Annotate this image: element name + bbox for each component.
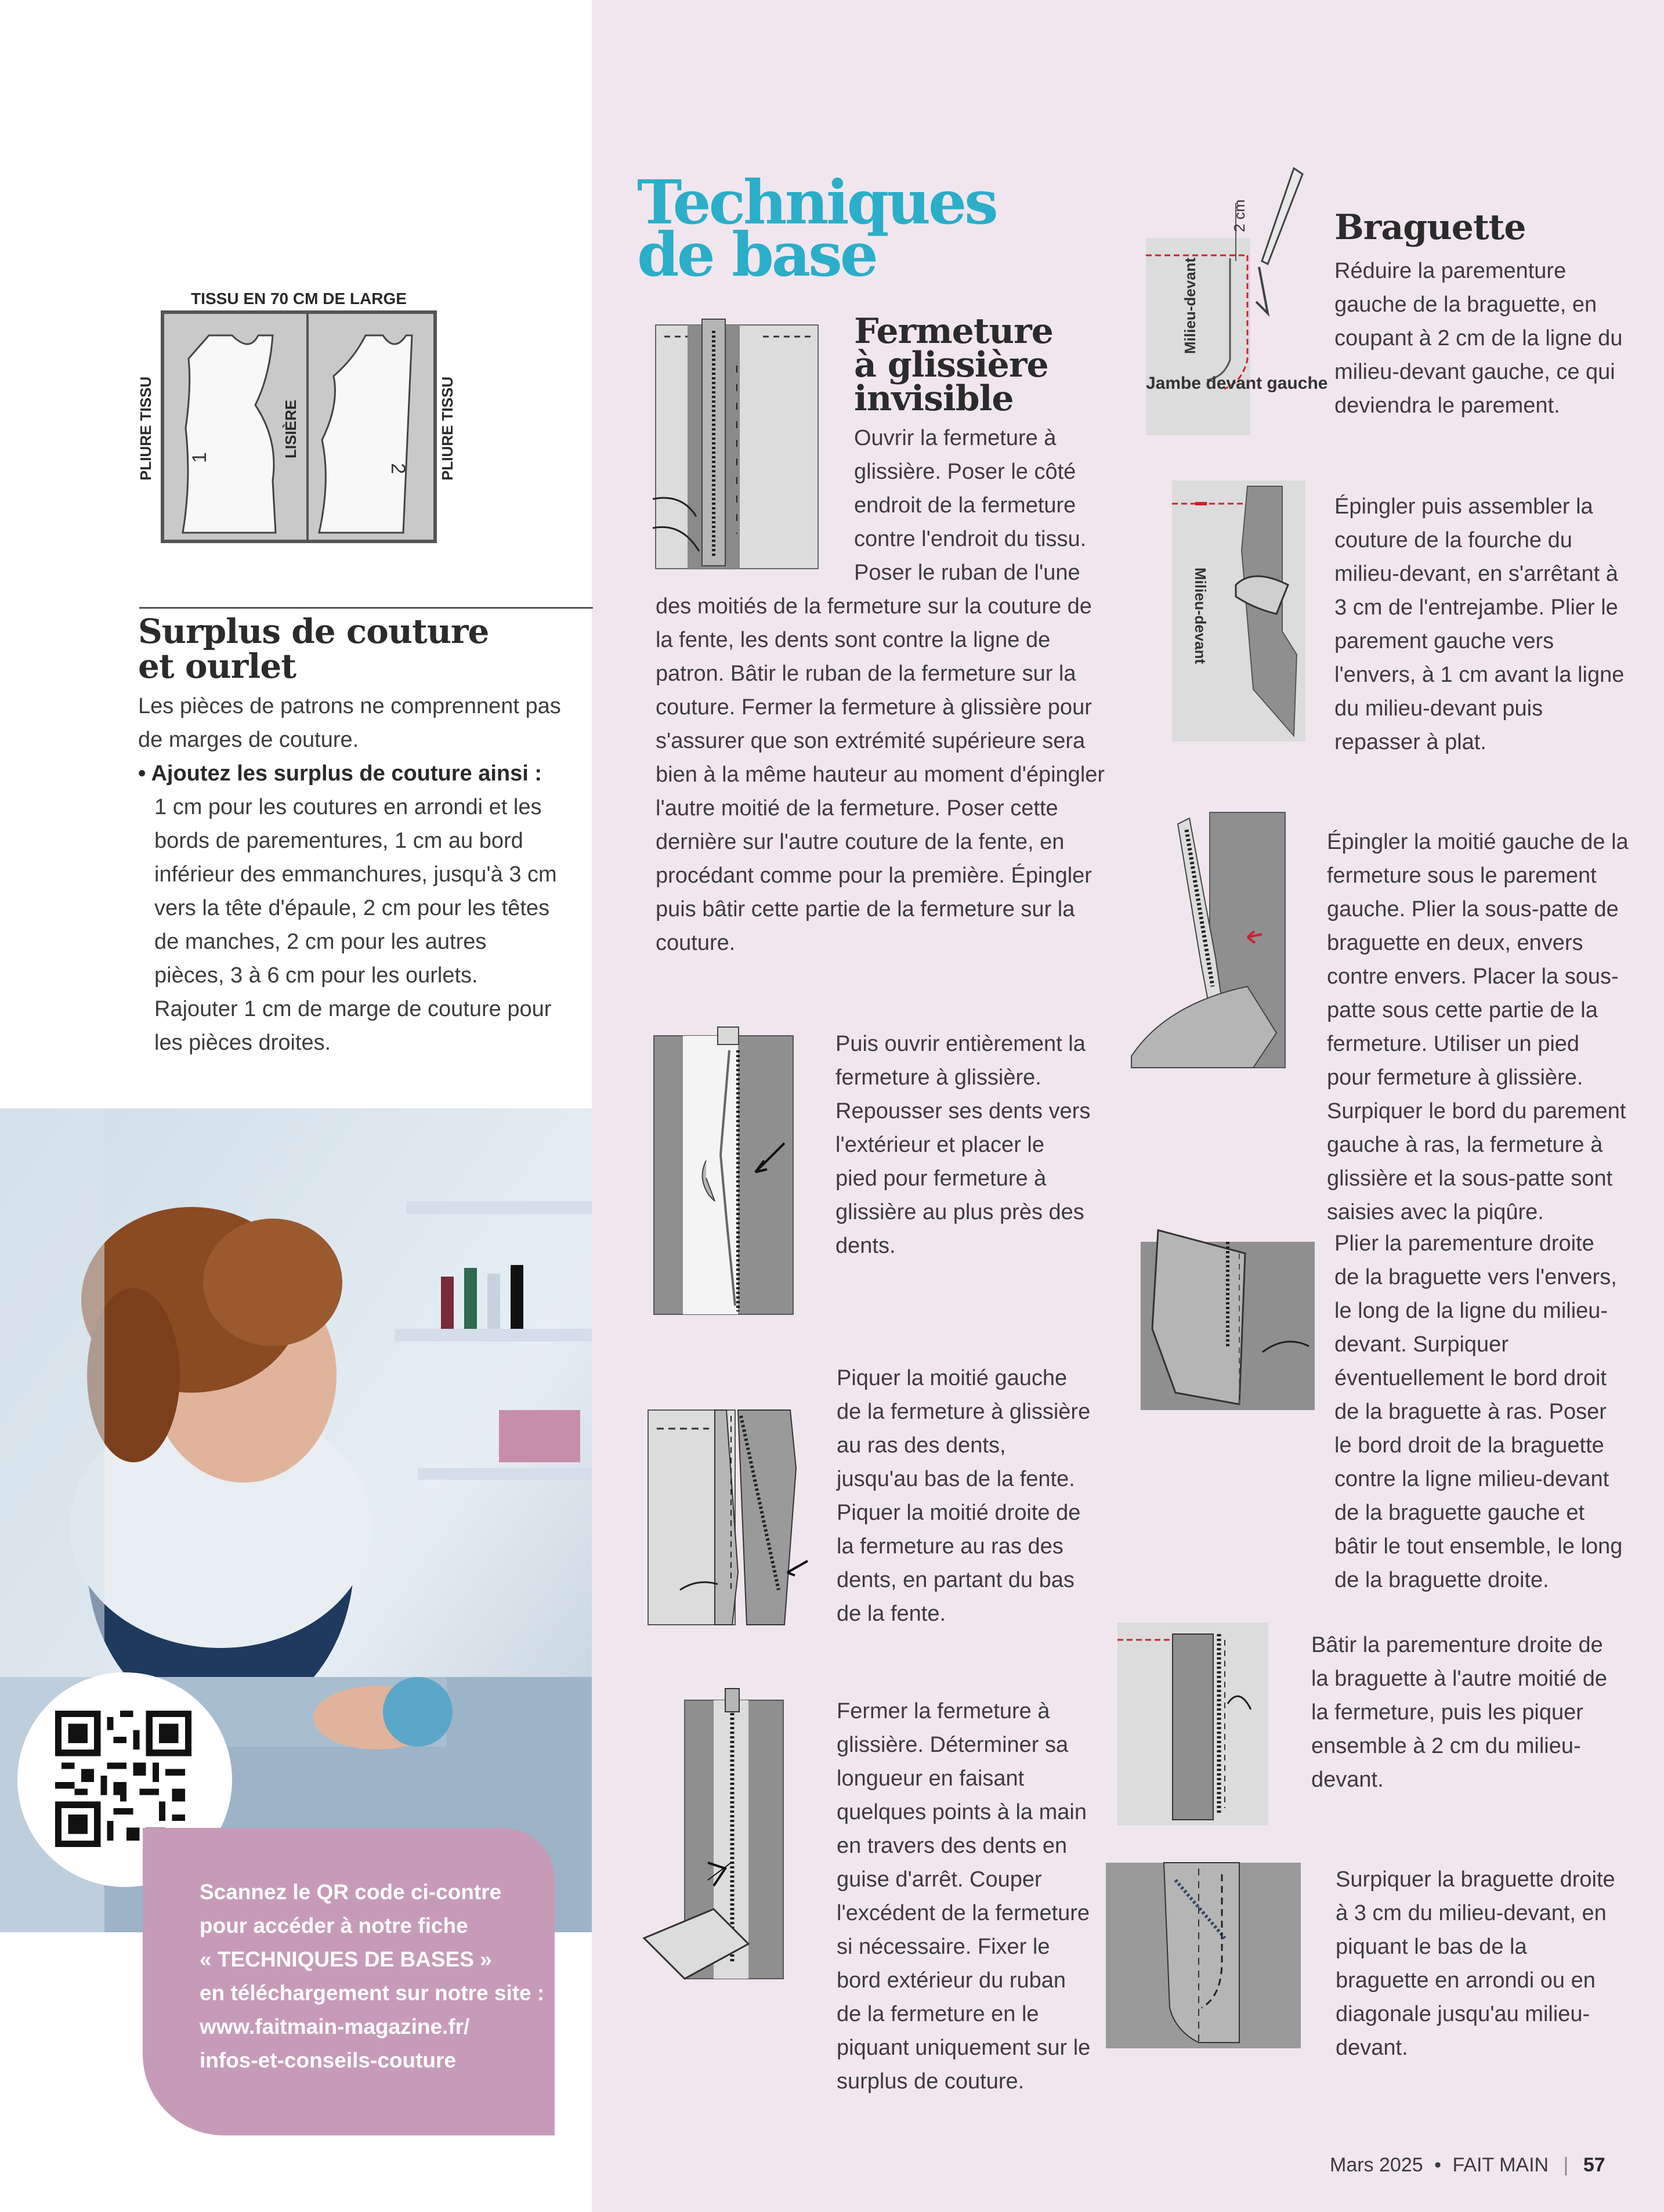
seam-heading-line1: Surplus de couture xyxy=(138,612,489,651)
fly-fig2-label: Milieu-devant xyxy=(1192,568,1209,664)
info-line-3: « TECHNIQUES DE BASES » xyxy=(200,1947,492,1971)
zipper-step-1-text: Ouvrir la fermeture à glissière. Poser le côté endroit de la fermeture contre l'endroit du tissu. Poser le ruban de l'une des moitiés de la fermeture sur la couture de la fente, les dents sont contre la ligne de patron. Bâtir le ruban de la fermeture sur la couture. Fermer la fermeture à glissière pour s'assurer que son extrémité supérieure sera bien à la même hauteur au moment d'épingler l'autre moitié de la fermeture. Poser cette dernière sur l'autre couture de la fente, en procédant comme pour la première. Épingler puis bâtir cette partie de la fermeture sur la couture. xyxy=(656,426,1105,955)
fly-figure-1 xyxy=(1143,162,1328,435)
zipper-heading-line2: à glissière xyxy=(854,345,1048,385)
pattern-left-label: PLIURE TISSU xyxy=(137,376,154,480)
seam-allowance-heading xyxy=(138,614,544,684)
fly-jambe-label-text: Jambe devant gauche xyxy=(1146,374,1328,393)
pattern-piece-2: 2 xyxy=(387,463,409,474)
fly-measure-label: 2 cm xyxy=(1231,199,1248,232)
seam-intro: Les pièces de patrons ne comprennent pas de marges de couture. xyxy=(138,694,561,752)
fly-figure-4 xyxy=(1141,1230,1321,1410)
pattern-piece-1: 1 xyxy=(189,452,211,463)
seam-heading-line2: et ourlet xyxy=(138,646,296,686)
info-box-text xyxy=(200,1875,554,2077)
zipper-figure-2 xyxy=(651,1027,796,1317)
fly-step-6: Surpiquer la braguette droite à 3 cm du milieu-devant, en piquant le bas de la braguette en arrondi ou en diagonale jusqu'au milieu-devant. xyxy=(1336,1867,1615,2060)
zipper-fig1-wrap-spacer xyxy=(656,421,854,590)
fly-figure-3 xyxy=(1131,812,1317,1068)
fly-figure-6 xyxy=(1106,1857,1301,2048)
fly-step-5: Bâtir la parementure droite de la braguette à l'autre moitié de la fermeture, puis les piquer ensemble à 2 cm du milieu-devant. xyxy=(1311,1633,1608,1792)
fly-jambe-label xyxy=(1146,374,1327,393)
pattern-center-label: LISIÈRE xyxy=(282,399,299,458)
zipper-heading-line1: Fermeture xyxy=(854,311,1053,352)
zipper-heading xyxy=(854,311,1098,419)
info-link-line-2[interactable]: infos-et-conseils-couture xyxy=(200,2048,456,2072)
info-link-line-1[interactable]: www.faitmain-magazine.fr/ xyxy=(200,2015,470,2038)
fly-heading: Braguette xyxy=(1334,207,1526,248)
pattern-top-label: TISSU EN 70 CM DE LARGE xyxy=(191,290,407,308)
seam-bullet-label: • Ajoutez les surplus de couture ainsi : xyxy=(138,761,542,786)
info-line-2: pour accéder à notre fiche xyxy=(200,1914,468,1938)
fly-milieu-label: Milieu-devant xyxy=(1181,257,1199,354)
footer-separator: | xyxy=(1563,2154,1569,2176)
footer-page-number: 57 xyxy=(1583,2154,1605,2176)
fly-step-1: Réduire la parementure gauche de la braguette, en coupant à 2 cm de la ligne du milieu-devant gauche, ce qui deviendra le parement. xyxy=(1334,259,1623,418)
fly-step-3 xyxy=(1327,825,1629,1229)
pattern-layout-diagram xyxy=(139,289,464,550)
info-line-1: Scannez le QR code ci-contre xyxy=(200,1880,502,1904)
zipper-step-4-text: Fermer la fermeture à glissière. Déterminer sa longueur en faisant quelques points à la main en travers des dents en guise d'arrêt. Couper l'excédent de la fermeture si nécessaire. Fixer le bord extérieur du ruban de la fermeture en le piquant uniquement sur le surplus de couture. xyxy=(837,1699,1091,2094)
info-line-4: en téléchargement sur notre site : xyxy=(200,1981,545,2005)
page-title: Techniques de base xyxy=(637,167,996,290)
section-divider xyxy=(139,607,593,609)
footer-date: Mars 2025 xyxy=(1330,2154,1423,2176)
zipper-step-3: Piquer la moitié gauche de la fermeture à glissière au ras des dents, jusqu'au bas de la fente. Piquer la moitié droite de la fermeture au ras des dents, en partant du bas de la fente. xyxy=(837,1366,1091,1626)
zipper-step-2: Puis ouvrir entièrement la fermeture à glissière. Repousser ses dents vers l'extérieur et placer le pied pour fermeture à glissière au plus près des dents. xyxy=(835,1032,1091,1258)
fly-figure-2 xyxy=(1172,480,1305,742)
fly-figure-5 xyxy=(1117,1617,1268,1826)
footer-magazine: FAIT MAIN xyxy=(1452,2154,1549,2176)
page-footer xyxy=(1330,2154,1605,2177)
zipper-step-4-part1 xyxy=(837,1694,1092,2098)
footer-bullet: • xyxy=(1434,2154,1441,2176)
seam-bullet-text: 1 cm pour les coutures en arrondi et les bords de parementures, 1 cm au bord inférieur des emmanchures, jusqu'à 3 cm vers la tête d'épaule, 2 cm pour les têtes de manches, 2 cm pour les autres pièces, 3 à 6 cm pour les ourlets. Rajouter 1 cm de marge de couture pour les pièces droites. xyxy=(154,795,557,1055)
fly-step-2: Épingler puis assembler la couture de la fourche du milieu-devant, en s'arrêtant à 3 cm de l'entrejambe. Plier le parement gauche vers l'envers, à 1 cm avant la ligne du milieu-devant puis repasser à plat. xyxy=(1334,494,1625,754)
pattern-right-label: PLIURE TISSU xyxy=(439,376,456,480)
fly-step-3-text: Épingler la moitié gauche de la fermeture sous le parement gauche. Plier la sous-patte de braguette en deux, envers contre envers. Placer la sous-patte sous cette partie de la fermeture. Utiliser un pied pour fermeture à glissière. Surpiquer le bord du parement gauche à ras, la fermeture à glissière et la sous-patte sont saisies avec la piqûre. xyxy=(1327,830,1629,1224)
zipper-figure-3 xyxy=(645,1398,813,1631)
zipper-step-1 xyxy=(656,421,1108,960)
qr-code[interactable] xyxy=(55,1711,191,1847)
fly-step-4: Plier la parementure droite de la braguette vers l'envers, le long de la ligne du milieu-devant. Surpiquer éventuellement le bord droit de la braguette à ras. Poser le bord droit de la braguette contre la ligne milieu-devant de la braguette gauche et bâtir le tout ensemble, le long de la braguette droite. xyxy=(1334,1231,1623,1592)
zipper-heading-line3: invisible xyxy=(854,378,1014,419)
zipper-figure-4 xyxy=(638,1689,806,1985)
